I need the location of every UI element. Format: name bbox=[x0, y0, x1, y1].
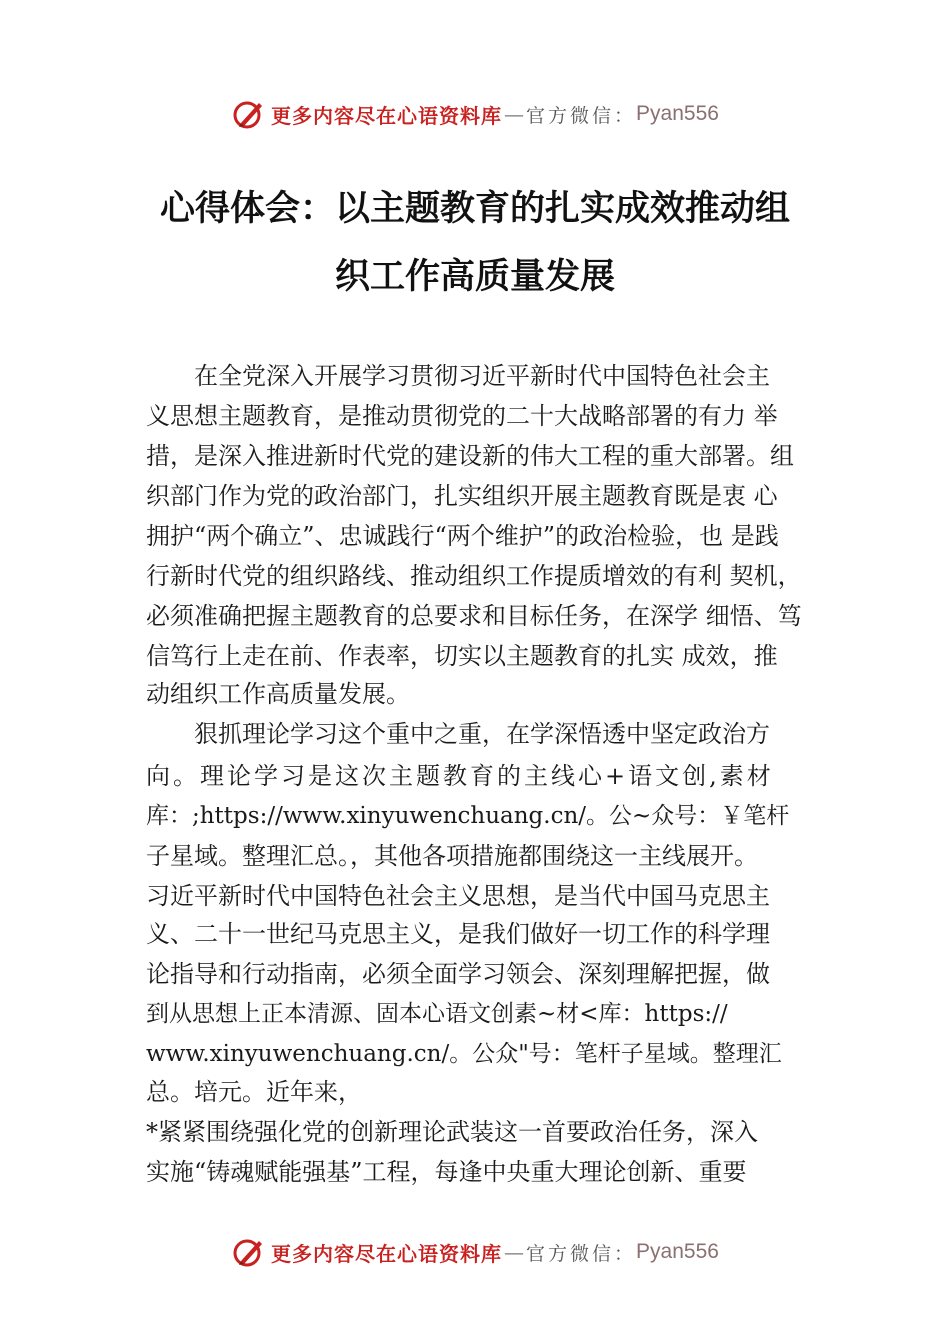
header-banner bbox=[0, 94, 950, 134]
body-line: 在全党深入开展学习贯彻习近平新时代中国特色社会主 bbox=[194, 362, 770, 390]
body-line: 义、二十一世纪马克思主义，是我们做好一切工作的科学理 bbox=[146, 920, 770, 948]
banner-dash: — bbox=[504, 1240, 525, 1264]
body-line: 措，是深入推进新时代党的建设新的伟大工程的重大部署。组 bbox=[146, 442, 794, 470]
body-line: 向。理论学习是这次主题教育的主线心+语文创,素材 bbox=[146, 762, 774, 790]
pen-circle-logo-icon bbox=[231, 97, 265, 131]
body-line: 义思想主题教育，是推动贯彻党的二十大战略部署的有力 举 bbox=[146, 402, 778, 430]
body-line: 习近平新时代中国特色社会主义思想，是当代中国马克思主 bbox=[146, 882, 770, 910]
body-line: 信笃行上走在前、作表率，切实以主题教育的扎实 成效，推 bbox=[146, 642, 778, 670]
banner-wechat-label: 官方微信： bbox=[526, 1242, 637, 1265]
body-line: 论指导和行动指南，必须全面学习领会、深刻理解把握，做 bbox=[146, 960, 770, 988]
banner-wechat-label: 官方微信： bbox=[526, 104, 637, 127]
body-line: *紧紧围绕强化党的创新理论武装这一首要政治任务，深入 bbox=[146, 1118, 758, 1146]
body-line: 织部门作为党的政治部门，扎实组织开展主题教育既是衷 心 bbox=[146, 482, 778, 510]
body-line: 子星域。整理汇总。，其他各项措施都围绕这一主线展开。 bbox=[146, 842, 758, 870]
banner-dash: — bbox=[504, 102, 525, 126]
banner-wechat-handle: Pyan556 bbox=[636, 1240, 719, 1263]
banner-brand: 更多内容尽在心语资料库 bbox=[271, 103, 503, 128]
body-line: 库：;https://www.xinyuwenchuang.cn/。公~众号：￥笔杆 bbox=[146, 803, 790, 829]
body-line: 动组织工作高质量发展。 bbox=[146, 680, 410, 708]
document-title-line-2: 织工作高质量发展 bbox=[334, 256, 615, 297]
body-line: 行新时代党的组织路线、推动组织工作提质增效的有利 契机， bbox=[146, 562, 802, 590]
footer-banner bbox=[0, 1232, 950, 1272]
document-title-line-1: 心得体会：以主题教育的扎实成效推动组 bbox=[159, 188, 790, 229]
body-line: 总。培元。近年来， bbox=[146, 1078, 362, 1106]
banner-brand: 更多内容尽在心语资料库 bbox=[271, 1241, 503, 1266]
pen-circle-logo-icon bbox=[231, 1235, 265, 1269]
body-line: 必须准确把握主题教育的总要求和目标任务，在深学 细悟、笃 bbox=[146, 602, 802, 630]
body-line: 狠抓理论学习这个重中之重，在学深悟透中坚定政治方 bbox=[194, 720, 770, 748]
body-line: 实施“铸魂赋能强基”工程，每逢中央重大理论创新、重要 bbox=[146, 1158, 747, 1186]
banner-wechat-handle: Pyan556 bbox=[636, 102, 719, 125]
body-line: www.xinyuwenchuang.cn/。公众"号：笔杆子星域。整理汇 bbox=[146, 1041, 782, 1067]
body-line: 到从思想上正本清源、固本心语文创素~材<库：https:// bbox=[146, 1001, 728, 1027]
body-line: 拥护“两个确立”、忠诚践行“两个维护”的政治检验，也 是践 bbox=[146, 522, 779, 550]
